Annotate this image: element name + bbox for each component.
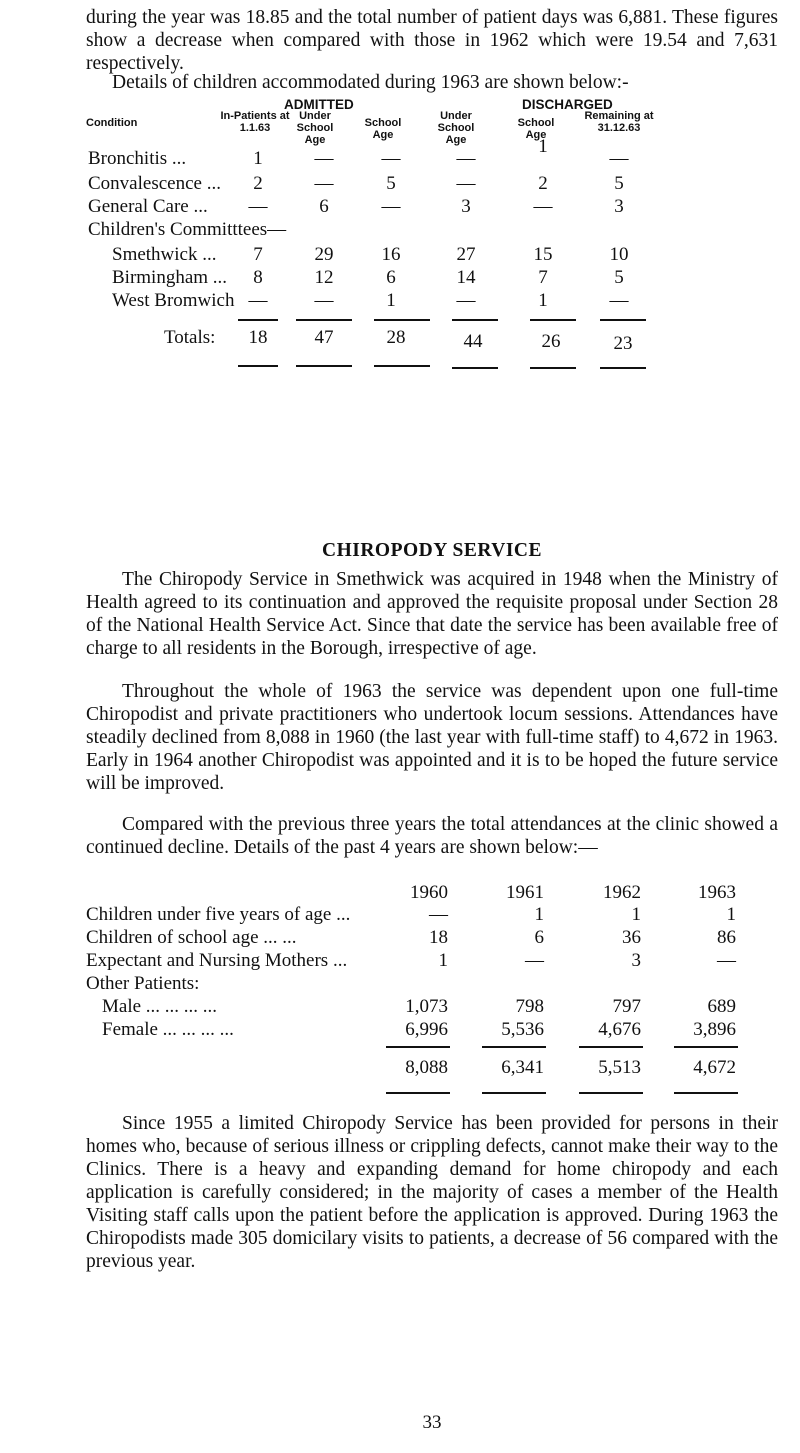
col-admitted-under-school-age: Under School Age: [296, 110, 334, 146]
table-cell: 15: [533, 244, 553, 265]
table-cell: 7: [253, 244, 263, 265]
table-rule: [452, 367, 498, 369]
admissions-table: [86, 0, 778, 560]
row-label-bronchitis: Bronchitis ...: [88, 148, 187, 169]
table-cell: 36: [622, 927, 641, 948]
row-label-childrens-committees: Children's Committtees—: [88, 219, 287, 240]
table-cell: 3: [614, 196, 624, 217]
year-header: 1961: [506, 882, 544, 903]
paragraph-domiciliary: Since 1955 a limited Chiropody Service has been provided for persons in their homes who, because of serious illness or crippling defects, cannot make their way to the Clinics. There is a heavy and expanding demand for home chiropody and each application is carefully considered; in the majority of cases a member of the Health Visiting staff calls upon the patient before the application is approved. During 1963 the Chiropodists made 305 domicilary visits to patients, a decrease of 56 compared with the previous year.: [86, 1113, 778, 1272]
table-rule: [579, 1046, 643, 1048]
paragraph-staffing: Throughout the whole of 1963 the service was dependent upon one full-time Chiropodist and private practitioners who undertook locum sessions. Attendances have steadily declined from 8,088 in 1960 (the last year with full-time staff) to 4,672 in 1963. Early in 1964 another Chiropodist was appointed and it is to be hoped the future service will be improved.: [86, 681, 778, 794]
table-cell: 1: [438, 950, 448, 971]
table-cell: 798: [515, 996, 544, 1017]
section-heading: CHIROPODY SERVICE: [322, 540, 542, 561]
table-rule: [452, 319, 498, 321]
page-number: 33: [422, 1412, 442, 1433]
row-label-birmingham: Birmingham ...: [112, 267, 228, 288]
table-rule: [482, 1046, 546, 1048]
table-cell: —: [429, 904, 448, 925]
table-cell: 29: [314, 244, 334, 265]
year-header: 1963: [698, 882, 736, 903]
table-cell: 2: [538, 173, 548, 194]
row-label-other-patients: Other Patients:: [86, 973, 200, 994]
table-cell: —: [609, 148, 629, 169]
table-rule: [674, 1046, 738, 1048]
table-rule: [530, 319, 576, 321]
row-label-female: Female ... ... ... ...: [102, 1019, 234, 1040]
table-rule: [530, 367, 576, 369]
table-cell: 16: [381, 244, 401, 265]
total-cell: 6,341: [501, 1057, 544, 1078]
total-cell: 28: [386, 327, 406, 348]
table-rule: [386, 1046, 450, 1048]
table-cell: 27: [456, 244, 476, 265]
table-cell: —: [314, 173, 334, 194]
paragraph-history: The Chiropody Service in Smethwick was acquired in 1948 when the Ministry of Health agreed to its continuation and approved the requisite proposal under Section 28 of the National Health Service Act. Since that date the service has been available free of charge to all residents in the Borough, irrespective of age.: [86, 569, 778, 659]
paragraph-comparison: Compared with the previous three years the total attendances at the clinic showed a continued decline. Details of the past 4 years are shown below:—: [86, 814, 778, 858]
table-cell: 12: [314, 267, 334, 288]
table-rule: [374, 319, 430, 321]
totals-label: Totals:: [164, 327, 216, 348]
total-cell: 8,088: [405, 1057, 448, 1078]
table-cell: —: [609, 290, 629, 311]
table-cell: —: [381, 148, 401, 169]
total-cell: 4,672: [693, 1057, 736, 1078]
col-remaining: Remaining at 31.12.63: [584, 110, 654, 134]
table-cell: —: [456, 148, 476, 169]
table-cell: 797: [612, 996, 641, 1017]
table-cell: 6,996: [405, 1019, 448, 1040]
discharged-group-header: DISCHARGED: [522, 97, 613, 112]
table-cell: 1: [534, 904, 544, 925]
table-cell: —: [456, 290, 476, 311]
table-rule: [238, 365, 278, 367]
table-cell: 6: [319, 196, 329, 217]
table-cell: —: [525, 950, 544, 971]
table-cell: —: [533, 196, 553, 217]
table-rule: [579, 1092, 643, 1094]
table-cell: 3: [461, 196, 471, 217]
total-cell: 26: [541, 331, 561, 352]
table-rule: [600, 367, 646, 369]
row-label-convalescence: Convalescence ...: [88, 173, 221, 194]
table-cell: 6: [534, 927, 544, 948]
table-cell: 3,896: [693, 1019, 736, 1040]
year-header: 1960: [410, 882, 448, 903]
total-cell: 44: [463, 331, 483, 352]
table-rule: [386, 1092, 450, 1094]
table-cell: 7: [538, 267, 548, 288]
year-header: 1962: [603, 882, 641, 903]
table-cell: 5,536: [501, 1019, 544, 1040]
table-cell: 5: [614, 173, 624, 194]
row-label-expectant-mothers: Expectant and Nursing Mothers ...: [86, 950, 348, 971]
table-cell: 1: [538, 290, 548, 311]
total-cell: 47: [314, 327, 334, 348]
table-cell: 5: [614, 267, 624, 288]
table-rule: [600, 319, 646, 321]
col-condition: Condition: [86, 117, 138, 129]
table-cell: —: [314, 290, 334, 311]
table-cell: 14: [456, 267, 476, 288]
table-cell: —: [248, 290, 268, 311]
table-cell: —: [456, 173, 476, 194]
table-rule: [296, 319, 352, 321]
table-cell: 5: [386, 173, 396, 194]
table-cell: 3: [631, 950, 641, 971]
table-cell: 10: [609, 244, 629, 265]
table-rule: [482, 1092, 546, 1094]
table-cell: 1: [726, 904, 736, 925]
table-cell: 8: [253, 267, 263, 288]
row-label-general-care: General Care ...: [88, 196, 208, 217]
total-cell: 18: [248, 327, 268, 348]
row-label-west-bromwich: West Bromwich: [112, 290, 235, 311]
table-cell: 1: [253, 148, 263, 169]
table-cell: 86: [717, 927, 736, 948]
table-cell: —: [381, 196, 401, 217]
table-cell: 1: [538, 136, 548, 157]
table-cell: 4,676: [598, 1019, 641, 1040]
table-cell: 2: [253, 173, 263, 194]
table-cell: 18: [429, 927, 448, 948]
table-cell: 689: [707, 996, 736, 1017]
row-label-smethwick: Smethwick ...: [112, 244, 217, 265]
table-cell: 1: [631, 904, 641, 925]
table-rule: [238, 319, 278, 321]
col-discharged-under-school-age: Under School Age: [437, 110, 475, 146]
table-cell: —: [717, 950, 736, 971]
table-cell: 1,073: [405, 996, 448, 1017]
total-cell: 5,513: [598, 1057, 641, 1078]
table-cell: 1: [386, 290, 396, 311]
intro-paragraph: during the year was 18.85 and the total number of patient days was 6,881. These figures show a decrease when compared with those in 1962 which were 19.54 and 7,631 respectively.: [86, 7, 778, 74]
row-label-children-under-five: Children under five years of age ...: [86, 904, 351, 925]
table-rule: [674, 1092, 738, 1094]
table-cell: —: [314, 148, 334, 169]
table-rule: [296, 365, 352, 367]
row-label-school-age: Children of school age ... ...: [86, 927, 297, 948]
table-rule: [374, 365, 430, 367]
table-cell: 6: [386, 267, 396, 288]
total-cell: 23: [613, 333, 633, 354]
admitted-group-header: ADMITTED: [284, 97, 354, 112]
details-line: Details of children accommodated during 1963 are shown below:-: [112, 72, 629, 93]
table-cell: —: [248, 196, 268, 217]
col-discharged-school-age: School Age: [517, 117, 555, 141]
row-label-male: Male ... ... ... ...: [102, 996, 218, 1017]
col-admitted-school-age: School Age: [364, 117, 402, 141]
col-inpatients: In-Patients at 1.1.63: [220, 110, 290, 134]
